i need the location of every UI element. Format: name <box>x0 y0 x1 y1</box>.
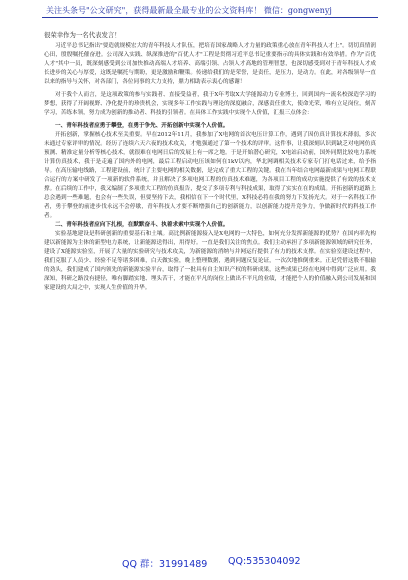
document-body <box>44 30 376 293</box>
paragraph-3: 开拓创新，掌握核心技术至关重要。早在2012年11月，我参加了X电网的首次电压计算工作，遇到了因仿真计算技术薄弱，多次未通过专家评审的情况。经历了连续六天六夜的技术攻关，才勉强通过了第一个技术的评审。这件事，让我深刻认识到缺乏对电网仿真预测、精准定量分析等核心技术，就很难在电网日后的发展上有一席之地。于是开始潜心研究，X电站启动前，国外同期比较电力系统计算仿真技术，我于是走遍了国内外的电网，最后工程启动电压该如何在1kV以内，华北网调相关技术专家专门打电话过来，给予指导。在高压输电线路，工程建设前，统计了主要电网的相关数据，是完成了重大工程的关键。我在当年结合电网最新成果与电网工程联合运行的方案中研发了一项新的软件系统，并且解决了多项电网工程的仿真技术难题，为各项目工程的成功实施提供了有效的技术支撑。在后续的工作中，我又编制了多项重大工程的仿真报告，提交了多项专利与科技成果，取得了实实在在的成绩。开拓创新的道路上总会遇到一些难题，也会有一些失误，但要坚持下去，我相信在下一个时代里，X科技必将在我的努力下发扬光大。对于一名科技工作者，勇于攀登的前进步伐永远不会停歇，青年科技人才要不断增强自己的创新能力，以创新能力提升竞争力，争做新时代的科技工作者。 <box>44 132 376 219</box>
paragraph-4: 实验基地建设是科研创新的重要基石和土壤。高比例新能源接入是X电网的一大特色，如何充分发挥新能源的优势？在国内率先构建以新能源为主体的新型电力系统，让新能源送得出，用得好。一直是我们关注的焦点。我们主动承担了多项新能源领域的研究任务，建设了X能源实验室，开展了大量的实验研究与技术攻关，为新能源的消纳与并网运行提供了有力的技术支撑。在实验室建设过程中，我们克服了人员少、经验不足等诸多困难，白天做实验，晚上整理数据，遇到问题反复论证，一次次地推倒重来。正是凭借这股不服输的劲头，我们建成了国内领先的新能源实验平台，取得了一批具有自主知识产权的科研成果，这些成果已经在电网中得到广泛应用。我深知，科研之路没有捷径，唯有脚踏实地、埋头苦干，才能在平凡的岗位上做出不平凡的业绩，才能把个人的价值融入到公司发展和国家建设的大局之中，实现人生价值的升华。 <box>44 231 376 291</box>
section-heading-2: 二、青年科技者应向下扎根，在默默奋斗、执着求索中实现个人价值。 <box>55 222 229 228</box>
header-banner-text: 关注头条号"公文研究"，获得最新最全最专业的公文资料库！ 微信：gongwenyj <box>46 6 332 15</box>
greeting: 很荣幸作为一名代表发言！ <box>44 31 121 39</box>
paragraph-1: 习近平总书记指出"要造就规模宏大的青年科技人才队伍，把培育国家战略人才力量的政策重心放在青年科技人才上"。切切真情润心田，殷殷嘱托催奋进。公司深入实践、纵深推进的"百优人才"工程是贯彻习近平总书记重要指示的具体实践和有效举措。作为"百优人才"其中一员，既深刻感受到公司加快推动高端人才培养、高端引领、占领人才高地的管理智慧，也深切感受到对于青年科技人才成长进步的关心与厚爱，这既是嘱托与期盼，更是激励和鞭策。传递给我们的是荣誉，是责任，是压力，是动力。在此，对各级领导一直以来的指导与关怀，对各部门，各位同事的大力支持，鼎力相助表示衷心的感谢！ <box>44 43 376 85</box>
section-heading-1: 一、青年科技者应勇于攀登，在勇于争先、开拓创新中实现个人价值。 <box>55 123 229 129</box>
qq-contact-link[interactable]: QQ:535304092 <box>228 556 301 567</box>
paragraph-2: 对于我个人而言，是这项政策的参与实践者、直接受益者，我于X年考取X大学能源动力专业博士，回到国内一流名校深造学习的梦想，获得了开阔视野、净化提升的珍贵机会，实现多年工作实践与理论的深度融合，深感责任重大，使命光荣，唯有立足岗位，刻苦学习，苦练本领，努力成为创新的推动者、科技的引领者。在具体工作实践中实现个人价值，汇报三点体会： <box>44 92 376 116</box>
qq-group-link[interactable]: QQ 群：31991489 <box>122 559 208 570</box>
footer-contact <box>0 556 408 574</box>
header-divider <box>42 17 378 18</box>
